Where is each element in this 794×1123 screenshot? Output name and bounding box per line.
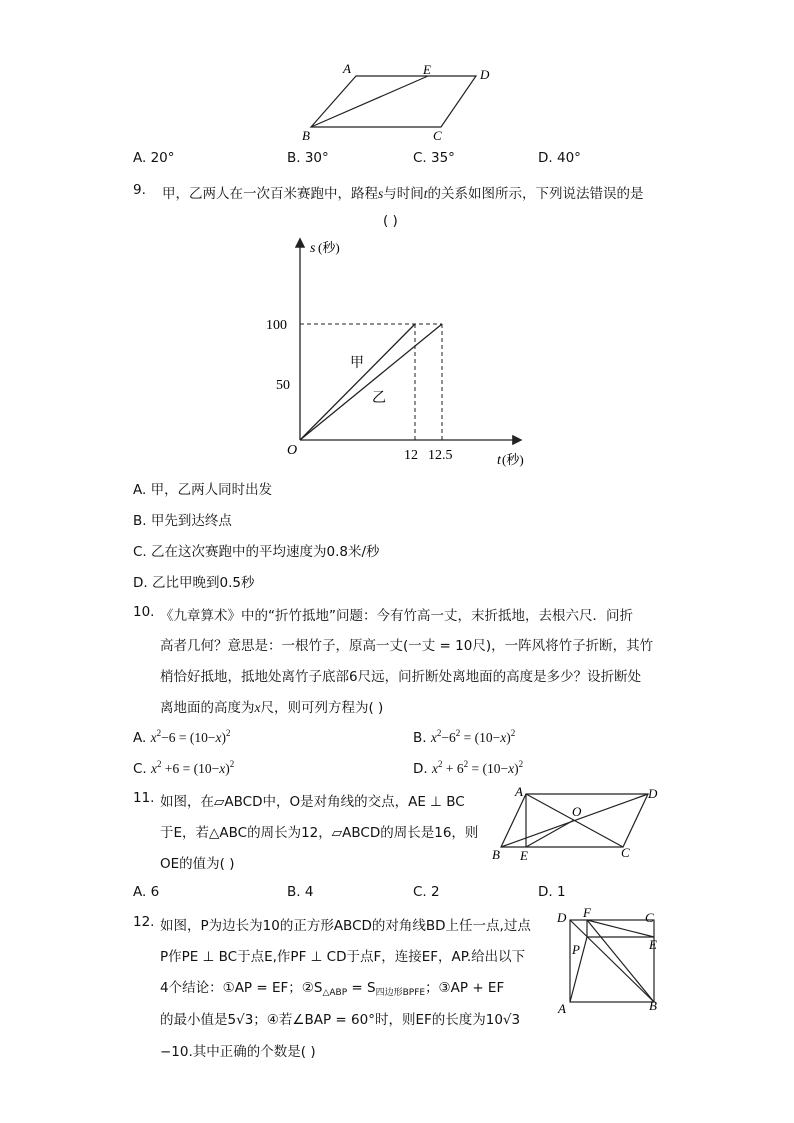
label-a: A [515,784,523,799]
label-f: F [583,906,591,920]
x-axis-var: t [497,453,501,468]
q8-parallelogram-figure [296,60,506,144]
parallelogram-abcd [311,76,476,127]
q11-number: 11. [133,790,155,806]
q11-option-b[interactable]: B. 4 [287,884,314,900]
q12-line-2: P作PE ⊥ BC于点E,作PF ⊥ CD于点F，连接EF，AP.给出以下 [160,949,526,965]
q8-option-c[interactable]: C. 35° [413,150,455,166]
q9-answer-bracket: ( ) [383,213,398,229]
q10-line-4: 离地面的高度为x尺，则可列方程为( ) [160,700,384,716]
label-o: O [572,804,582,819]
label-d: D [648,786,658,801]
label-e: E [649,937,657,952]
label-e: E [423,62,431,77]
y-tick-100: 100 [266,318,287,333]
q12-line-5: −10.其中正确的个数是( ) [160,1044,316,1060]
label-b: B [649,998,657,1013]
diagonal-bd [570,920,654,1002]
label-b: B [492,847,500,862]
y-axis-var: s [310,241,316,256]
x-axis-unit: (秒) [502,452,524,467]
q9-stem: 甲，乙两人在一次百米赛跑中，路程s与时间t的关系如图所示，下列说法错误的是 [162,186,644,202]
line-yi [300,324,442,440]
q12-number: 12. [133,914,155,930]
label-yi: 乙 [372,391,386,406]
label-d: D [480,67,490,82]
segment-bf [587,920,654,1002]
q12-line-4: 的最小值是5√3；④若∠BAP = 60°时，则EF的长度为10√3 [160,1012,521,1028]
origin-label: O [287,443,298,458]
q10-line-2: 高者几何？意思是：一根竹子，原高一丈(一丈 = 10尺)，一阵风将竹子折断，其竹 [160,638,654,654]
q12-line-1: 如图，P为边长为10的正方形ABCD的对角线BD上任一点,过点 [160,918,531,934]
label-c: C [433,128,442,143]
label-e: E [520,848,528,863]
q11-option-c[interactable]: C. 2 [413,884,440,900]
x-tick-12: 12 [404,448,418,463]
q11-line-3: OE的值为( ) [160,856,235,872]
q9-graph [260,230,540,475]
line-jia [300,324,415,440]
q10-option-a[interactable]: A. $x^2-6 = (10-x)^2$ [133,728,231,746]
q10-number: 10. [133,604,155,620]
q9-option-a[interactable]: A. 甲，乙两人同时出发 [133,482,273,498]
label-d: D [557,910,567,925]
q10-line-3: 梢恰好抵地，抵地处离竹子底部6尺远，问折断处离地面的高度是多少？设折断处 [160,669,642,685]
q10-option-c[interactable]: C. $x^2 +6 = (10-x)^2$ [133,759,235,777]
y-tick-50: 50 [276,378,290,393]
q9-option-d[interactable]: D. 乙比甲晚到0.5秒 [133,575,255,591]
q9-number: 9. [133,182,146,198]
label-c: C [645,910,654,925]
q11-parallelogram-figure [488,784,668,864]
segment-oe [526,820,574,847]
label-a: A [558,1001,566,1016]
q11-line-1: 如图，在▱ABCD中，O是对角线的交点，AE ⊥ BC [160,794,465,810]
diagonal-bd [501,794,648,847]
q8-option-b[interactable]: B. 30° [287,150,329,166]
q10-option-b[interactable]: B. $x^2-6^2 = (10-x)^2$ [413,728,516,746]
q10-option-d[interactable]: D. $x^2 + 6^2 = (10-x)^2$ [413,759,524,777]
segment-be [311,76,428,127]
q11-line-2: 于E，若△ABC的周长为12，▱ABCD的周长是16，则 [160,825,479,841]
label-c: C [621,845,630,860]
q9-option-b[interactable]: B. 甲先到达终点 [133,513,232,529]
q12-line-3: 4个结论：①AP = EF；$②S_{\triangle ABP} = S_{四边形BPFE}$；③AP + EF [160,980,505,998]
label-jia: 甲 [350,356,364,371]
x-tick-12-5: 12.5 [428,448,453,463]
label-b: B [302,128,310,143]
q9-option-c[interactable]: C. 乙在这次赛跑中的平均速度为0.8米/秒 [133,544,380,560]
q8-option-d[interactable]: D. 40° [538,150,581,166]
q10-line-1: 《九章算术》中的“折竹抵地”问题：今有竹高一丈，末折抵地，去根六尺．问折 [160,608,633,624]
segment-ef [587,920,654,937]
label-a: A [343,61,351,76]
q8-option-a[interactable]: A. 20° [133,150,175,166]
label-p: P [572,942,580,957]
q12-square-figure [553,906,673,1018]
q11-option-d[interactable]: D. 1 [538,884,566,900]
y-axis-unit: (秒) [318,240,340,255]
q11-option-a[interactable]: A. 6 [133,884,160,900]
